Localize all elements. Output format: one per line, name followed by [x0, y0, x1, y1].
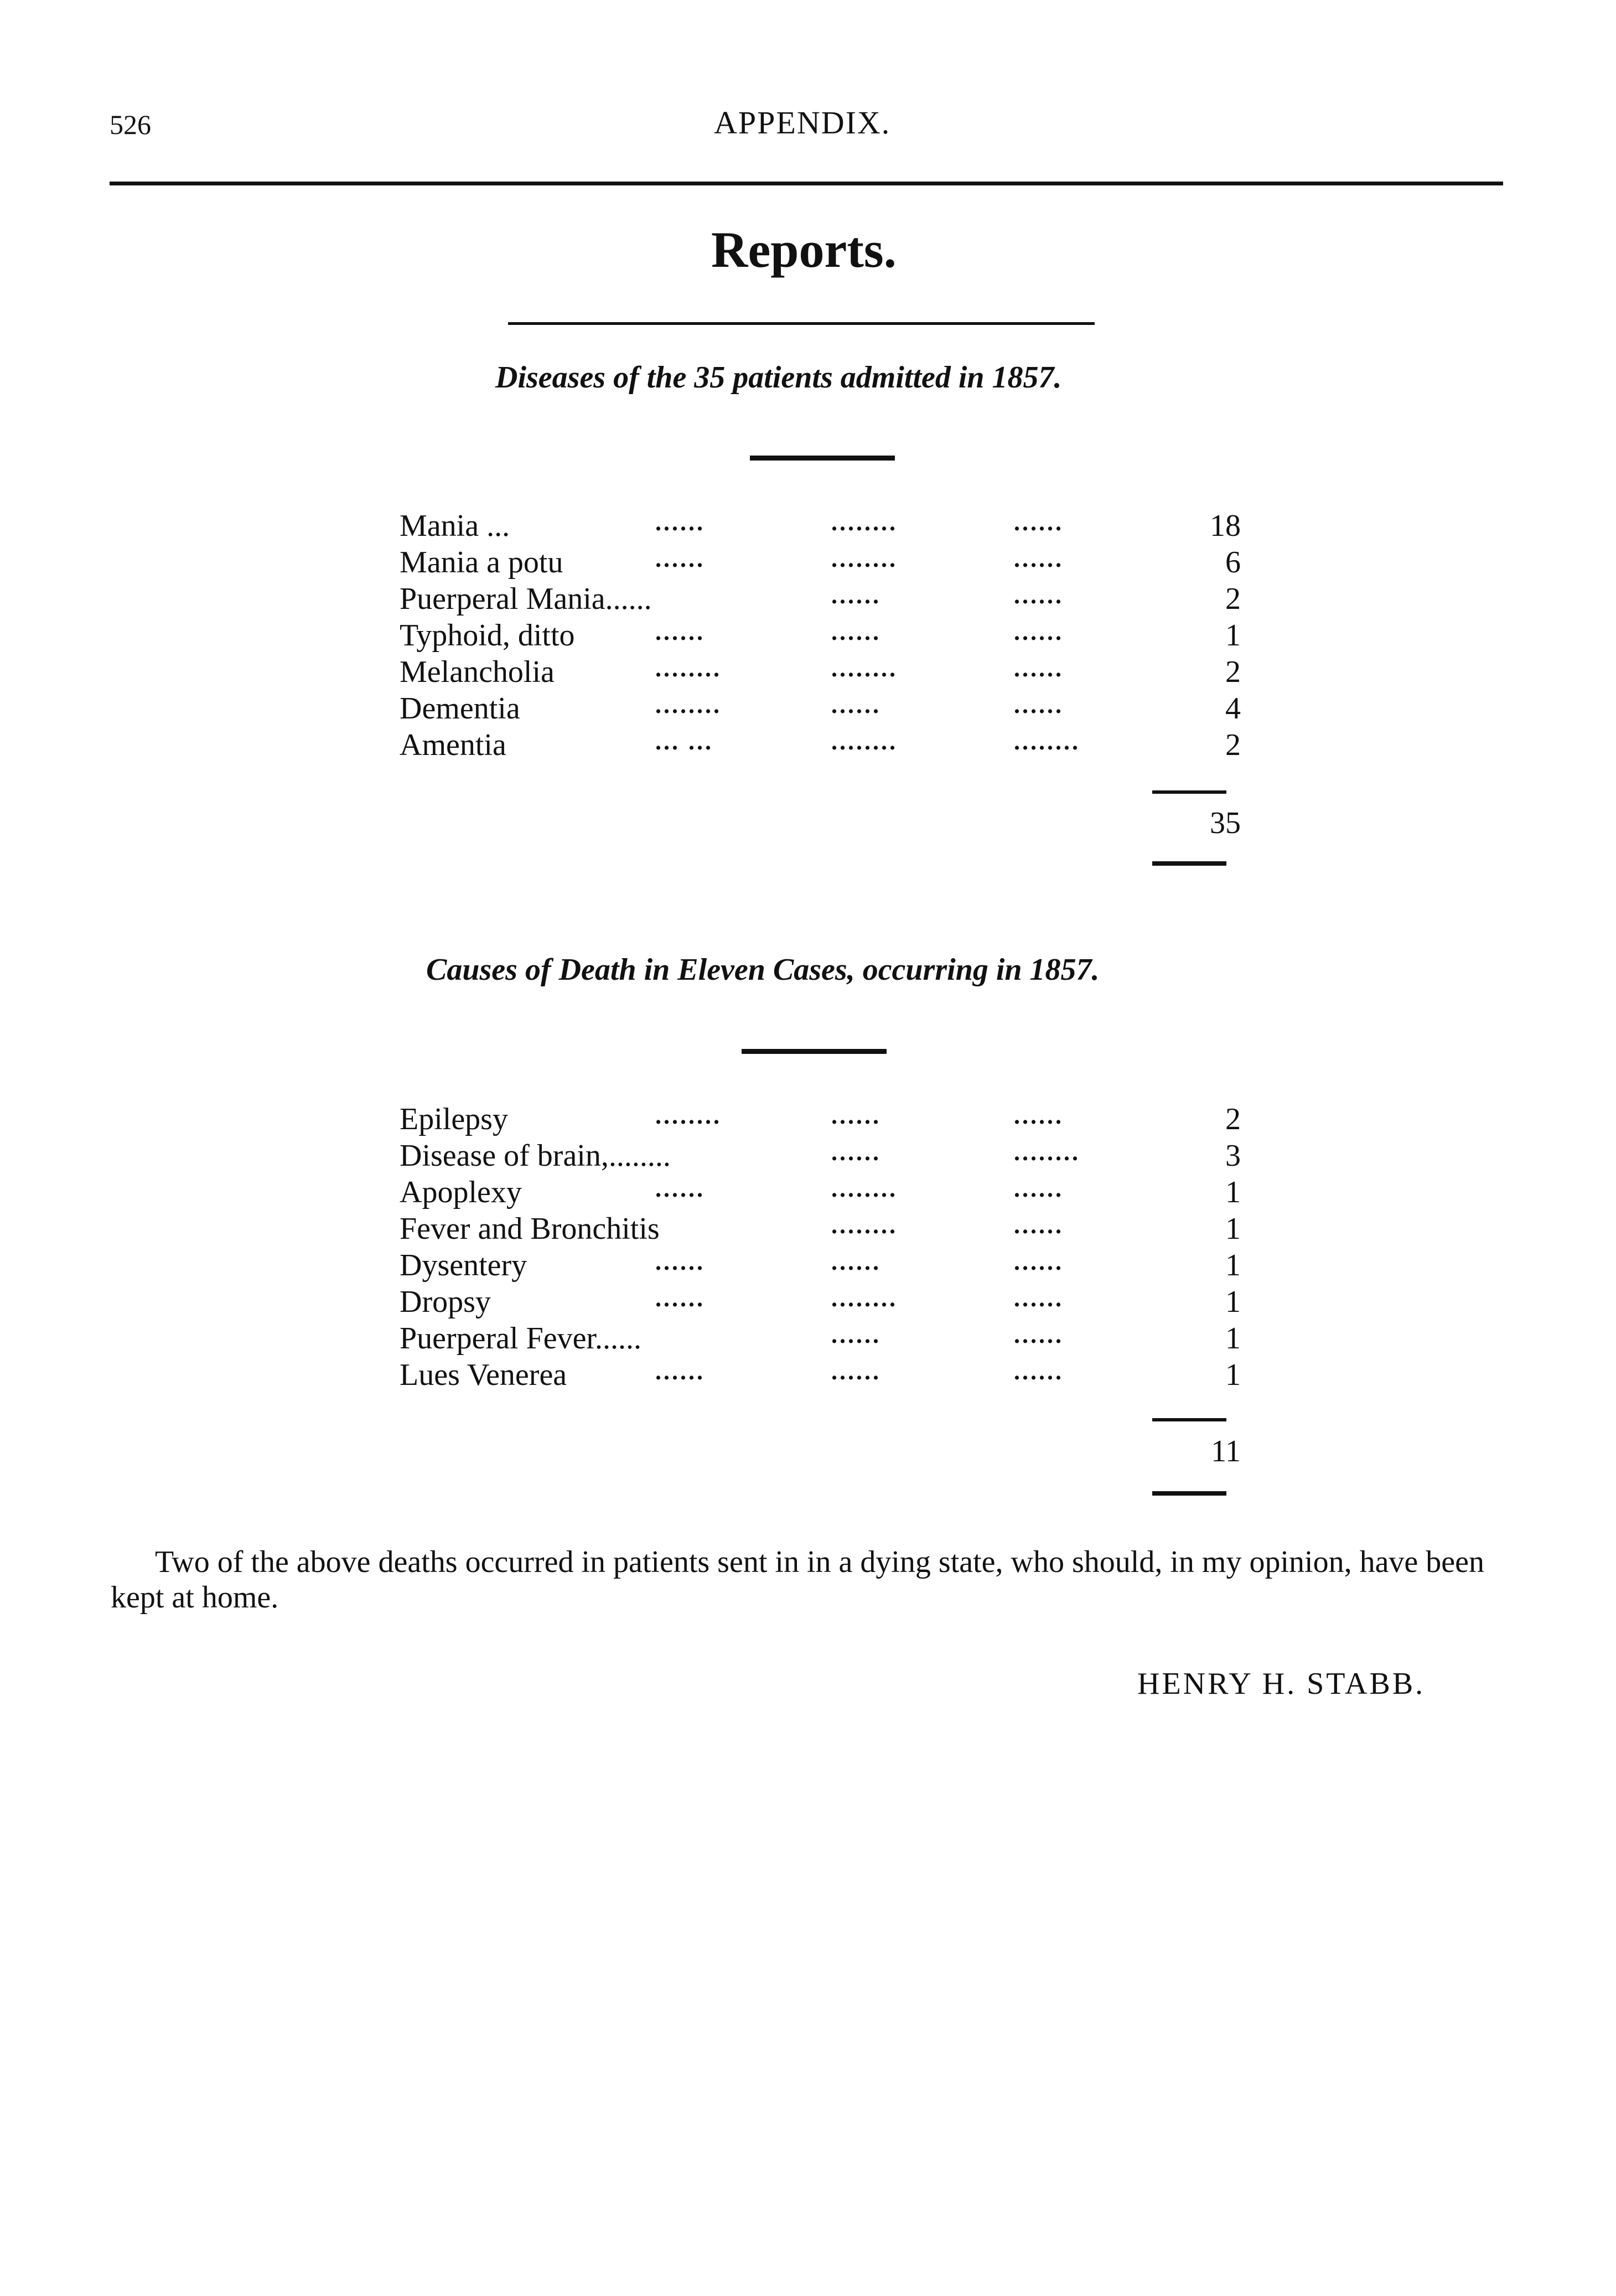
dot-leader: ........	[831, 1285, 898, 1312]
row-label: Fever and Bronchitis	[400, 1212, 660, 1246]
row-label: Epilepsy	[400, 1102, 508, 1136]
table-row	[400, 618, 1241, 654]
dot-leader: ........	[655, 1102, 722, 1129]
dot-leader: ......	[831, 618, 881, 645]
row-value: 2	[1225, 582, 1241, 616]
table-row	[400, 1321, 1241, 1357]
dot-leader: ......	[831, 1358, 881, 1385]
row-label: Disease of brain,........	[400, 1139, 671, 1173]
row-label: Puerperal Mania......	[400, 582, 652, 616]
row-label: Typhoid, ditto	[400, 618, 575, 653]
dot-leader: ........	[831, 655, 898, 682]
deaths-caption-rule	[742, 1049, 887, 1054]
row-label: Dysentery	[400, 1248, 527, 1283]
dot-leader: ......	[655, 1248, 705, 1275]
signature: HENRY H. STABB.	[1137, 1667, 1426, 1701]
row-value: 1	[1225, 618, 1241, 653]
row-label: Mania a potu	[400, 545, 563, 580]
deaths-total: 11	[1211, 1434, 1241, 1468]
row-value: 2	[1225, 655, 1241, 689]
row-label: Apoplexy	[400, 1175, 522, 1209]
admissions-total: 35	[1210, 806, 1241, 840]
dot-leader: ......	[1014, 582, 1064, 609]
row-label: Lues Venerea	[400, 1358, 567, 1392]
admissions-caption: Diseases of the 35 patients admitted in 1857.	[495, 360, 1062, 395]
dot-leader: ......	[655, 1175, 705, 1202]
row-value: 2	[1225, 728, 1241, 762]
row-value: 1	[1225, 1175, 1241, 1209]
row-value: 1	[1225, 1321, 1241, 1356]
dot-leader: ......	[1014, 691, 1064, 718]
row-label: Mania ...	[400, 509, 510, 543]
table-row	[400, 1248, 1241, 1284]
dot-leader: ......	[655, 545, 705, 572]
dot-leader: ......	[1014, 1102, 1064, 1129]
dot-leader: ........	[1014, 1139, 1080, 1166]
row-value: 4	[1225, 691, 1241, 726]
row-label: Dementia	[400, 691, 520, 726]
dot-leader: ......	[1014, 1175, 1064, 1202]
dot-leader: ......	[1014, 618, 1064, 645]
table-row	[400, 1357, 1241, 1394]
dot-leader: ........	[831, 728, 898, 755]
header-rule	[110, 182, 1503, 185]
dot-leader: ......	[655, 618, 705, 645]
dot-leader: ......	[1014, 1248, 1064, 1275]
dot-leader: ........	[655, 691, 722, 718]
dot-leader: ........	[1014, 728, 1080, 755]
table-row	[400, 1102, 1241, 1138]
dot-leader: ........	[831, 545, 898, 572]
deaths-sum-rule	[1152, 1418, 1226, 1421]
dot-leader: ......	[655, 1285, 705, 1312]
admissions-sum-rule	[1152, 790, 1226, 794]
row-value: 1	[1225, 1358, 1241, 1392]
dot-leader: ......	[655, 1358, 705, 1385]
table-row	[400, 691, 1241, 727]
dot-leader: ......	[831, 1321, 881, 1348]
row-value: 18	[1210, 509, 1241, 543]
dot-leader: ......	[1014, 545, 1064, 572]
row-value: 6	[1225, 545, 1241, 580]
dot-leader: ......	[831, 1139, 881, 1166]
row-value: 1	[1225, 1212, 1241, 1246]
table-row	[400, 545, 1241, 581]
page-number: 526	[110, 109, 151, 140]
page-title: Reports.	[711, 221, 897, 278]
closing-paragraph: Two of the above deaths occurred in patients sent in in a dying state, who should, in my opinion, have been kept at home.	[111, 1545, 1484, 1615]
dot-leader: ......	[1014, 655, 1064, 682]
dot-leader: ......	[831, 1248, 881, 1275]
dot-leader: ......	[1014, 509, 1064, 536]
dot-leader: ........	[655, 655, 722, 682]
title-rule	[508, 322, 1095, 325]
table-row	[400, 1175, 1241, 1211]
dot-leader: ... ...	[655, 728, 713, 755]
table-row	[400, 727, 1241, 764]
deaths-caption: Causes of Death in Eleven Cases, occurring in 1857.	[426, 953, 1100, 987]
table-row	[400, 1211, 1241, 1248]
dot-leader: ........	[831, 509, 898, 536]
dot-leader: ......	[1014, 1285, 1064, 1312]
row-value: 3	[1225, 1139, 1241, 1173]
table-row	[400, 1284, 1241, 1321]
dot-leader: ......	[655, 509, 705, 536]
dot-leader: ......	[831, 1102, 881, 1129]
table-row	[400, 654, 1241, 691]
table-row	[400, 508, 1241, 545]
running-head: APPENDIX.	[714, 105, 891, 141]
row-value: 1	[1225, 1248, 1241, 1283]
dot-leader: ......	[1014, 1358, 1064, 1385]
table-row	[400, 581, 1241, 618]
dot-leader: ........	[831, 1212, 898, 1239]
dot-leader: ......	[1014, 1212, 1064, 1239]
dot-leader: ......	[1014, 1321, 1064, 1348]
row-value: 1	[1225, 1285, 1241, 1319]
row-label: Dropsy	[400, 1285, 491, 1319]
dot-leader: ......	[831, 691, 881, 718]
table-row	[400, 1138, 1241, 1175]
admissions-caption-rule	[750, 456, 895, 461]
row-label: Melancholia	[400, 655, 555, 689]
row-value: 2	[1225, 1102, 1241, 1136]
row-label: Puerperal Fever......	[400, 1321, 641, 1356]
admissions-end-rule	[1152, 861, 1226, 866]
dot-leader: ......	[831, 582, 881, 609]
deaths-end-rule	[1152, 1491, 1226, 1496]
row-label: Amentia	[400, 728, 506, 762]
dot-leader: ........	[831, 1175, 898, 1202]
